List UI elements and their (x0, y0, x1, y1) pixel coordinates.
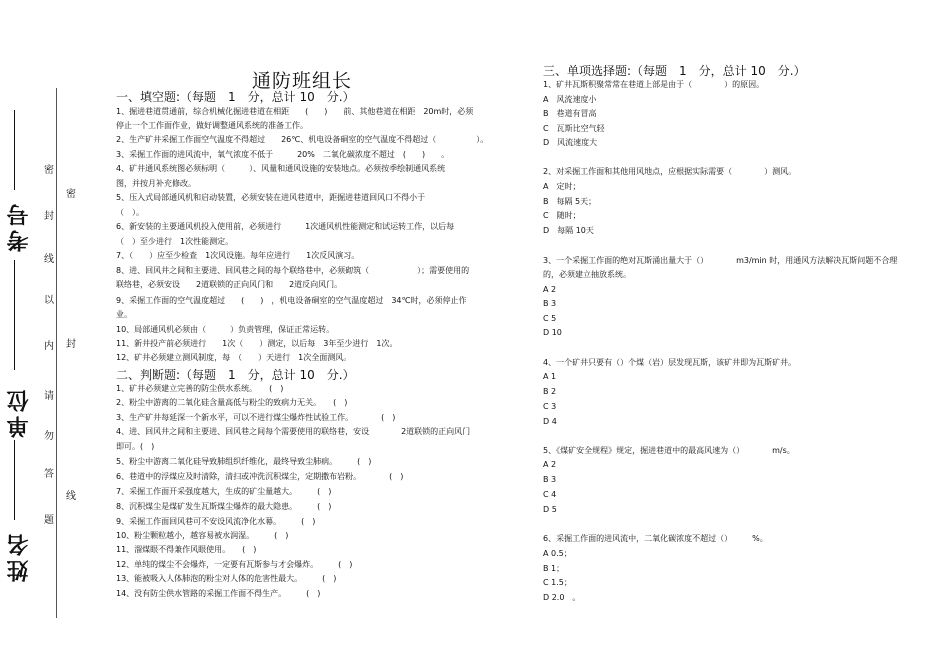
seal-char: 线 (66, 491, 76, 502)
seal-char: 封 (66, 339, 76, 350)
question-line: 8、沉积煤尘是煤矿发生瓦斯煤尘爆炸的最大隐患。 ( ) (116, 502, 332, 511)
question-line: 4、进、回风井之间和主要进、回风巷之间每个需要使用的联络巷，安设 2道联锁的正向风门 (116, 427, 471, 436)
seal-line (56, 88, 57, 618)
option-line: C 4 (543, 490, 557, 499)
question-line: 停止一个工作面作业，做好调整通风系统的准备工作。 (116, 121, 308, 130)
option-line: A 1 (543, 372, 557, 381)
question-line: 6、巷道中的浮煤应及时清除，清扫或冲洗沉积煤尘，定期撒布岩粉。 ( ) (116, 472, 404, 481)
question-line: 1、掘进巷道贯通前，综合机械化掘进巷道在相距 ( ) 前、其他巷道在相距 20m时，必须 (116, 107, 474, 116)
section-heading: 一、填空题:（每题 1 分，总计 10 分.） (116, 90, 355, 104)
question-line: 4、一个矿井只要有（）个煤（岩）层发现瓦斯，该矿井即为瓦斯矿井。 (543, 358, 797, 367)
question-line: 5、粉尘中游离二氧化硅导致肺组织纤维化，最终导致尘肺病。 ( ) (116, 457, 372, 466)
option-line: B 巷道有冒高 (543, 109, 597, 118)
option-line: D 2.0 。 (543, 593, 581, 602)
option-line: B 1； (543, 564, 565, 573)
name-blank (14, 440, 15, 520)
seal-char: 密 (66, 189, 76, 200)
option-line: C 3 (543, 402, 557, 411)
question-line: 1、矿井必须建立完善的防尘供水系统。 ( ) (116, 384, 284, 393)
question-line: 12、矿井必须建立测风制度，每 （ ）天进行 1次全面测风。 (116, 353, 352, 362)
question-line: 3、生产矿井每延深一个新水平，可以不进行煤尘爆炸性试验工作。 ( ) (116, 413, 396, 422)
question-line: 4、矿井通风系统图必须标明（ ）、风量和通风设施的安装地点。必须按季绘制通风系统 (116, 164, 446, 173)
page-title: 通防班组长 (252, 70, 353, 92)
unit-blank (14, 260, 15, 370)
question-line: 14、没有防尘供水管路的采掘工作面不得生产。 ( ) (116, 589, 321, 598)
option-line: B 每隔 5天； (543, 197, 597, 206)
question-line: 8、进、回风井之间和主要进、回风巷之间的每个联络巷中，必须砌筑（ ）；需要使用的 (116, 266, 470, 275)
option-line: D 每隔 10天 (543, 226, 594, 235)
question-line: 9、采掘工作面的空气温度超过 ( ) ，机电设备硐室的空气温度超过 34℃时，必须停止作 (116, 296, 467, 305)
option-line: D 风流速度大 (543, 138, 598, 147)
question-line: 即可。( ) (116, 442, 155, 451)
question-line: 5、压入式局部通风机和启动装置，必须安装在进风巷道中，距掘进巷道回风口不得小于 (116, 193, 426, 202)
option-line: A 2 (543, 285, 557, 294)
question-line: 12、单纯的煤尘不会爆炸，一定要有瓦斯参与才会爆炸。 ( ) (116, 560, 353, 569)
option-line: B 3 (543, 475, 557, 484)
option-line: A 2 (543, 460, 557, 469)
warning-char: 封 (44, 211, 54, 222)
question-line: 9、采掘工作面回风巷可不安设风流净化水幕。 ( ) (116, 517, 316, 526)
question-line: 13、能被吸入人体肺泡的粉尘对人体的危害性最大。 ( ) (116, 574, 337, 583)
option-line: D 5 (543, 505, 557, 514)
warning-char: 以 (44, 295, 54, 306)
question-line: 1、矿井瓦斯积聚常常在巷道上部是由于（ ）的原因。 (543, 80, 765, 89)
unit-label: 单位 (7, 386, 32, 438)
question-line: 10、粉尘颗粒越小，越容易被水润湿。 ( ) (116, 531, 289, 540)
binding-margin (0, 0, 76, 671)
question-line: 联络巷，必须安设 2道联锁的正向风门和 2道反向风门。 (116, 280, 343, 289)
question-line: 2、对采掘工作面和其他用风地点，应根据实际需要（ ）测风。 (543, 167, 797, 176)
section-heading: 二、判断题:（每题 1 分，总计 10 分.） (116, 368, 355, 382)
option-line: C 1.5； (543, 578, 572, 587)
warning-char: 勿 (44, 431, 54, 442)
question-line: 5、《煤矿安全规程》规定，掘进巷道中的最高风速为（） m/s。 (543, 446, 795, 455)
warning-char: 线 (44, 254, 54, 265)
question-line: （ ）至少进行 1次性能测定。 (116, 237, 234, 246)
name-label: 姓名 (7, 530, 32, 582)
option-line: A 0.5； (543, 549, 572, 558)
option-line: D 10 (543, 328, 562, 337)
question-line: 10、局部通风机必须由（ ）负责管理，保证正常运转。 (116, 325, 335, 334)
question-line: （ ）。 (116, 208, 144, 217)
question-line: 2、粉尘中游离的二氧化硅含量高低与粉尘的致病力无关。 ( ) (116, 398, 348, 407)
question-line: 3、一个采掘工作面的绝对瓦斯涌出量大于（） m3/min 时，用通风方法解决瓦斯问题不合理 (543, 256, 898, 265)
option-line: D 4 (543, 417, 557, 426)
option-line: C 随时； (543, 211, 581, 220)
question-line: 3、采掘工作面的进风流中，氧气浓度不低于 20% 二氧化碳浓度不超过 ( ) 。 (116, 150, 450, 159)
question-line: 6、新安装的主要通风机投入使用前，必须进行 1次通风机性能测定和试运转工作，以后每 (116, 222, 455, 231)
question-line: 6、采掘工作面的进风流中，二氧化碳浓度不超过（） %。 (543, 534, 768, 543)
option-line: A 风流速度小 (543, 95, 597, 104)
question-line: 7、采掘工作面开采强度越大，生成的矿尘量越大。 ( ) (116, 487, 332, 496)
exam-no-blank (14, 110, 15, 190)
warning-char: 内 (44, 341, 54, 352)
warning-char: 题 (44, 515, 54, 526)
option-line: C 瓦斯比空气轻 (543, 124, 605, 133)
question-line: 11、溜煤眼不得兼作风眼使用。 ( ) (116, 545, 257, 554)
question-line: 图，并按月补充修改。 (116, 179, 196, 188)
question-line: 业。 (116, 310, 132, 319)
question-line: 2、生产矿井采掘工作面空气温度不得超过 26℃、机电设备硐室的空气温度不得超过（ ）。 (116, 135, 489, 144)
question-line: 7、（ ）应至少检查 1次风设施。每年应进行 1次反风演习。 (116, 251, 360, 260)
option-line: B 2 (543, 387, 557, 396)
section-heading: 三、单项选择题:（每题 1 分，总计 10 分.） (543, 64, 806, 78)
option-line: B 3 (543, 299, 557, 308)
warning-char: 答 (44, 469, 54, 480)
option-line: A 定时； (543, 182, 581, 191)
question-line: 11、新井投产前必须进行 1次（ ）测定，以后每 3年至少进行 1次。 (116, 339, 398, 348)
warning-char: 请 (44, 391, 54, 402)
option-line: C 5 (543, 314, 557, 323)
exam-no-label: 考号 (7, 200, 32, 252)
question-line: 的，必须建立抽放系统。 (543, 270, 631, 279)
warning-char: 密 (44, 165, 54, 176)
